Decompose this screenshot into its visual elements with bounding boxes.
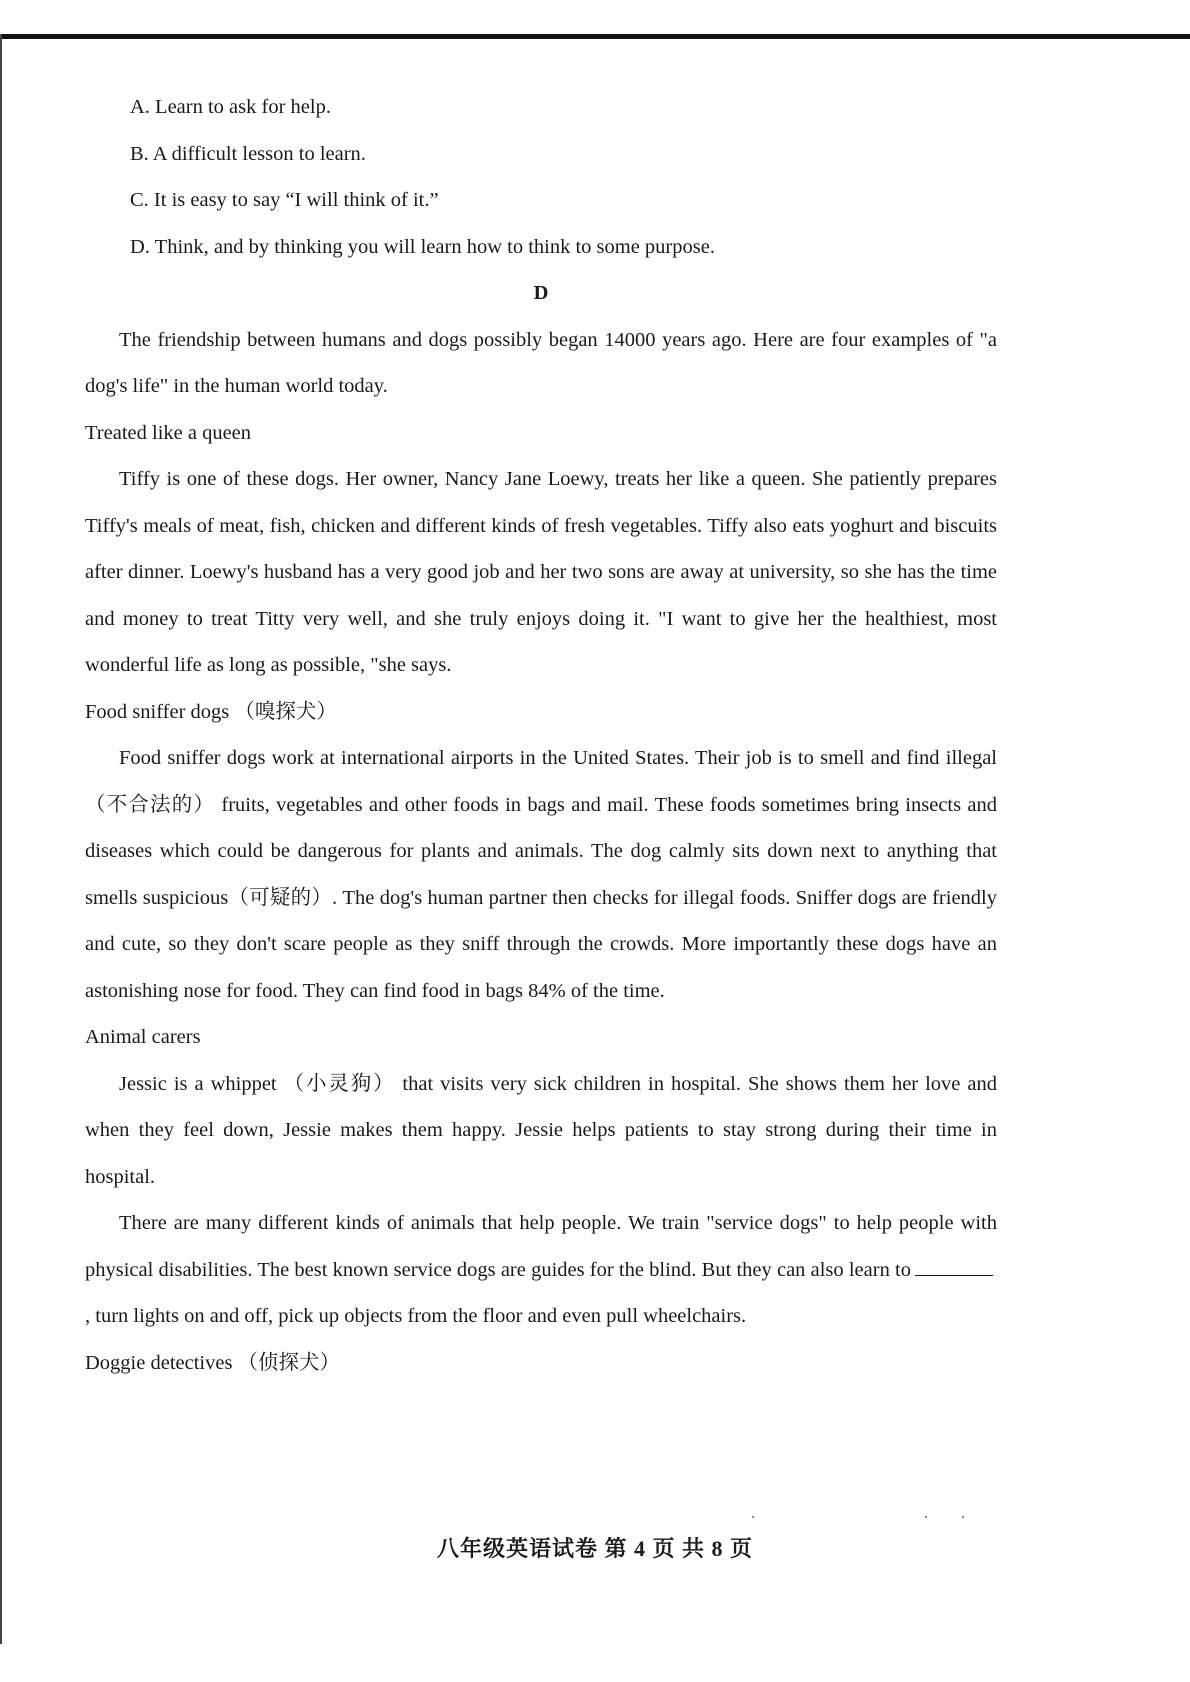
page-content [85,84,997,1386]
option-c: C. It is easy to say “I will think of it.” [130,189,439,211]
service-dogs-text-after: , turn lights on and off, pick up objects from the floor and even pull wheelchairs. [85,1305,747,1327]
scan-speck [962,1516,964,1518]
intro-paragraph: The friendship between humans and dogs possibly began 14000 years ago. Here are four examples of "a dog's life" in the human world today. [85,328,997,397]
heading-doggie-detectives: Doggie detectives （侦探犬） [85,1351,341,1374]
option-b: B. A difficult lesson to learn. [130,142,366,165]
paragraph-service-dogs [85,1200,997,1340]
service-dogs-text-before: There are many different kinds of animals that help people. We train "service dogs" to help people with physical disabilities. The best known service dogs are guides for the blind. But they can also learn to [85,1212,997,1281]
paragraph-sniffer-dogs: Food sniffer dogs work at international airports in the United States. Their job is to smell and find illegal （不合法的） fruits, vegetables and other foods in bags and mail. These foods sometimes bring insects and diseases which could be dangerous for plants and animals. The dog calmly sits down next to anything that smells suspicious（可疑的）. The dog's human partner then checks for illegal foods. Sniffer dogs are friendly and cute, so they don't scare people as they sniff through the crowds. More importantly these dogs have an astonishing nose for food. They can find food in bags 84% of the time. [85,747,997,1002]
paragraph-jessie: Jessic is a whippet （小灵狗） that visits very sick children in hospital. She shows them her love and when they feel down, Jessie makes them happy. Jessie helps patients to stay strong during their time in hospital. [85,1072,997,1188]
option-a: A. Learn to ask for help. [130,96,331,118]
answer-blank [915,1254,993,1276]
option-d: D. Think, and by thinking you will learn how to think to some purpose. [130,235,715,258]
heading-food-sniffer-dogs: Food sniffer dogs （嗅探犬） [85,700,337,723]
top-border-line [0,34,1190,39]
heading-treated-like-a-queen: Treated like a queen [85,421,252,444]
heading-animal-carers: Animal carers [85,1026,201,1048]
scan-speck [925,1516,927,1518]
paragraph-tiffy: Tiffy is one of these dogs. Her owner, Nancy Jane Loewy, treats her like a queen. She patiently prepares Tiffy's meals of meat, fish, chicken and different kinds of fresh vegetables. Tiffy also eats yoghurt and biscuits after dinner. Loewy's husband has a very good job and her two sons are away at university, so she has the time and money to treat Titty very well, and she truly enjoys doing it. "I want to give her the healthiest, most wonderful life as long as possible, "she says. [85,468,997,676]
scan-speck [752,1516,754,1518]
left-border-line [0,34,2,1644]
section-title: D [533,282,549,304]
page-footer: 八年级英语试卷 第 4 页 共 8 页 [436,1536,753,1561]
